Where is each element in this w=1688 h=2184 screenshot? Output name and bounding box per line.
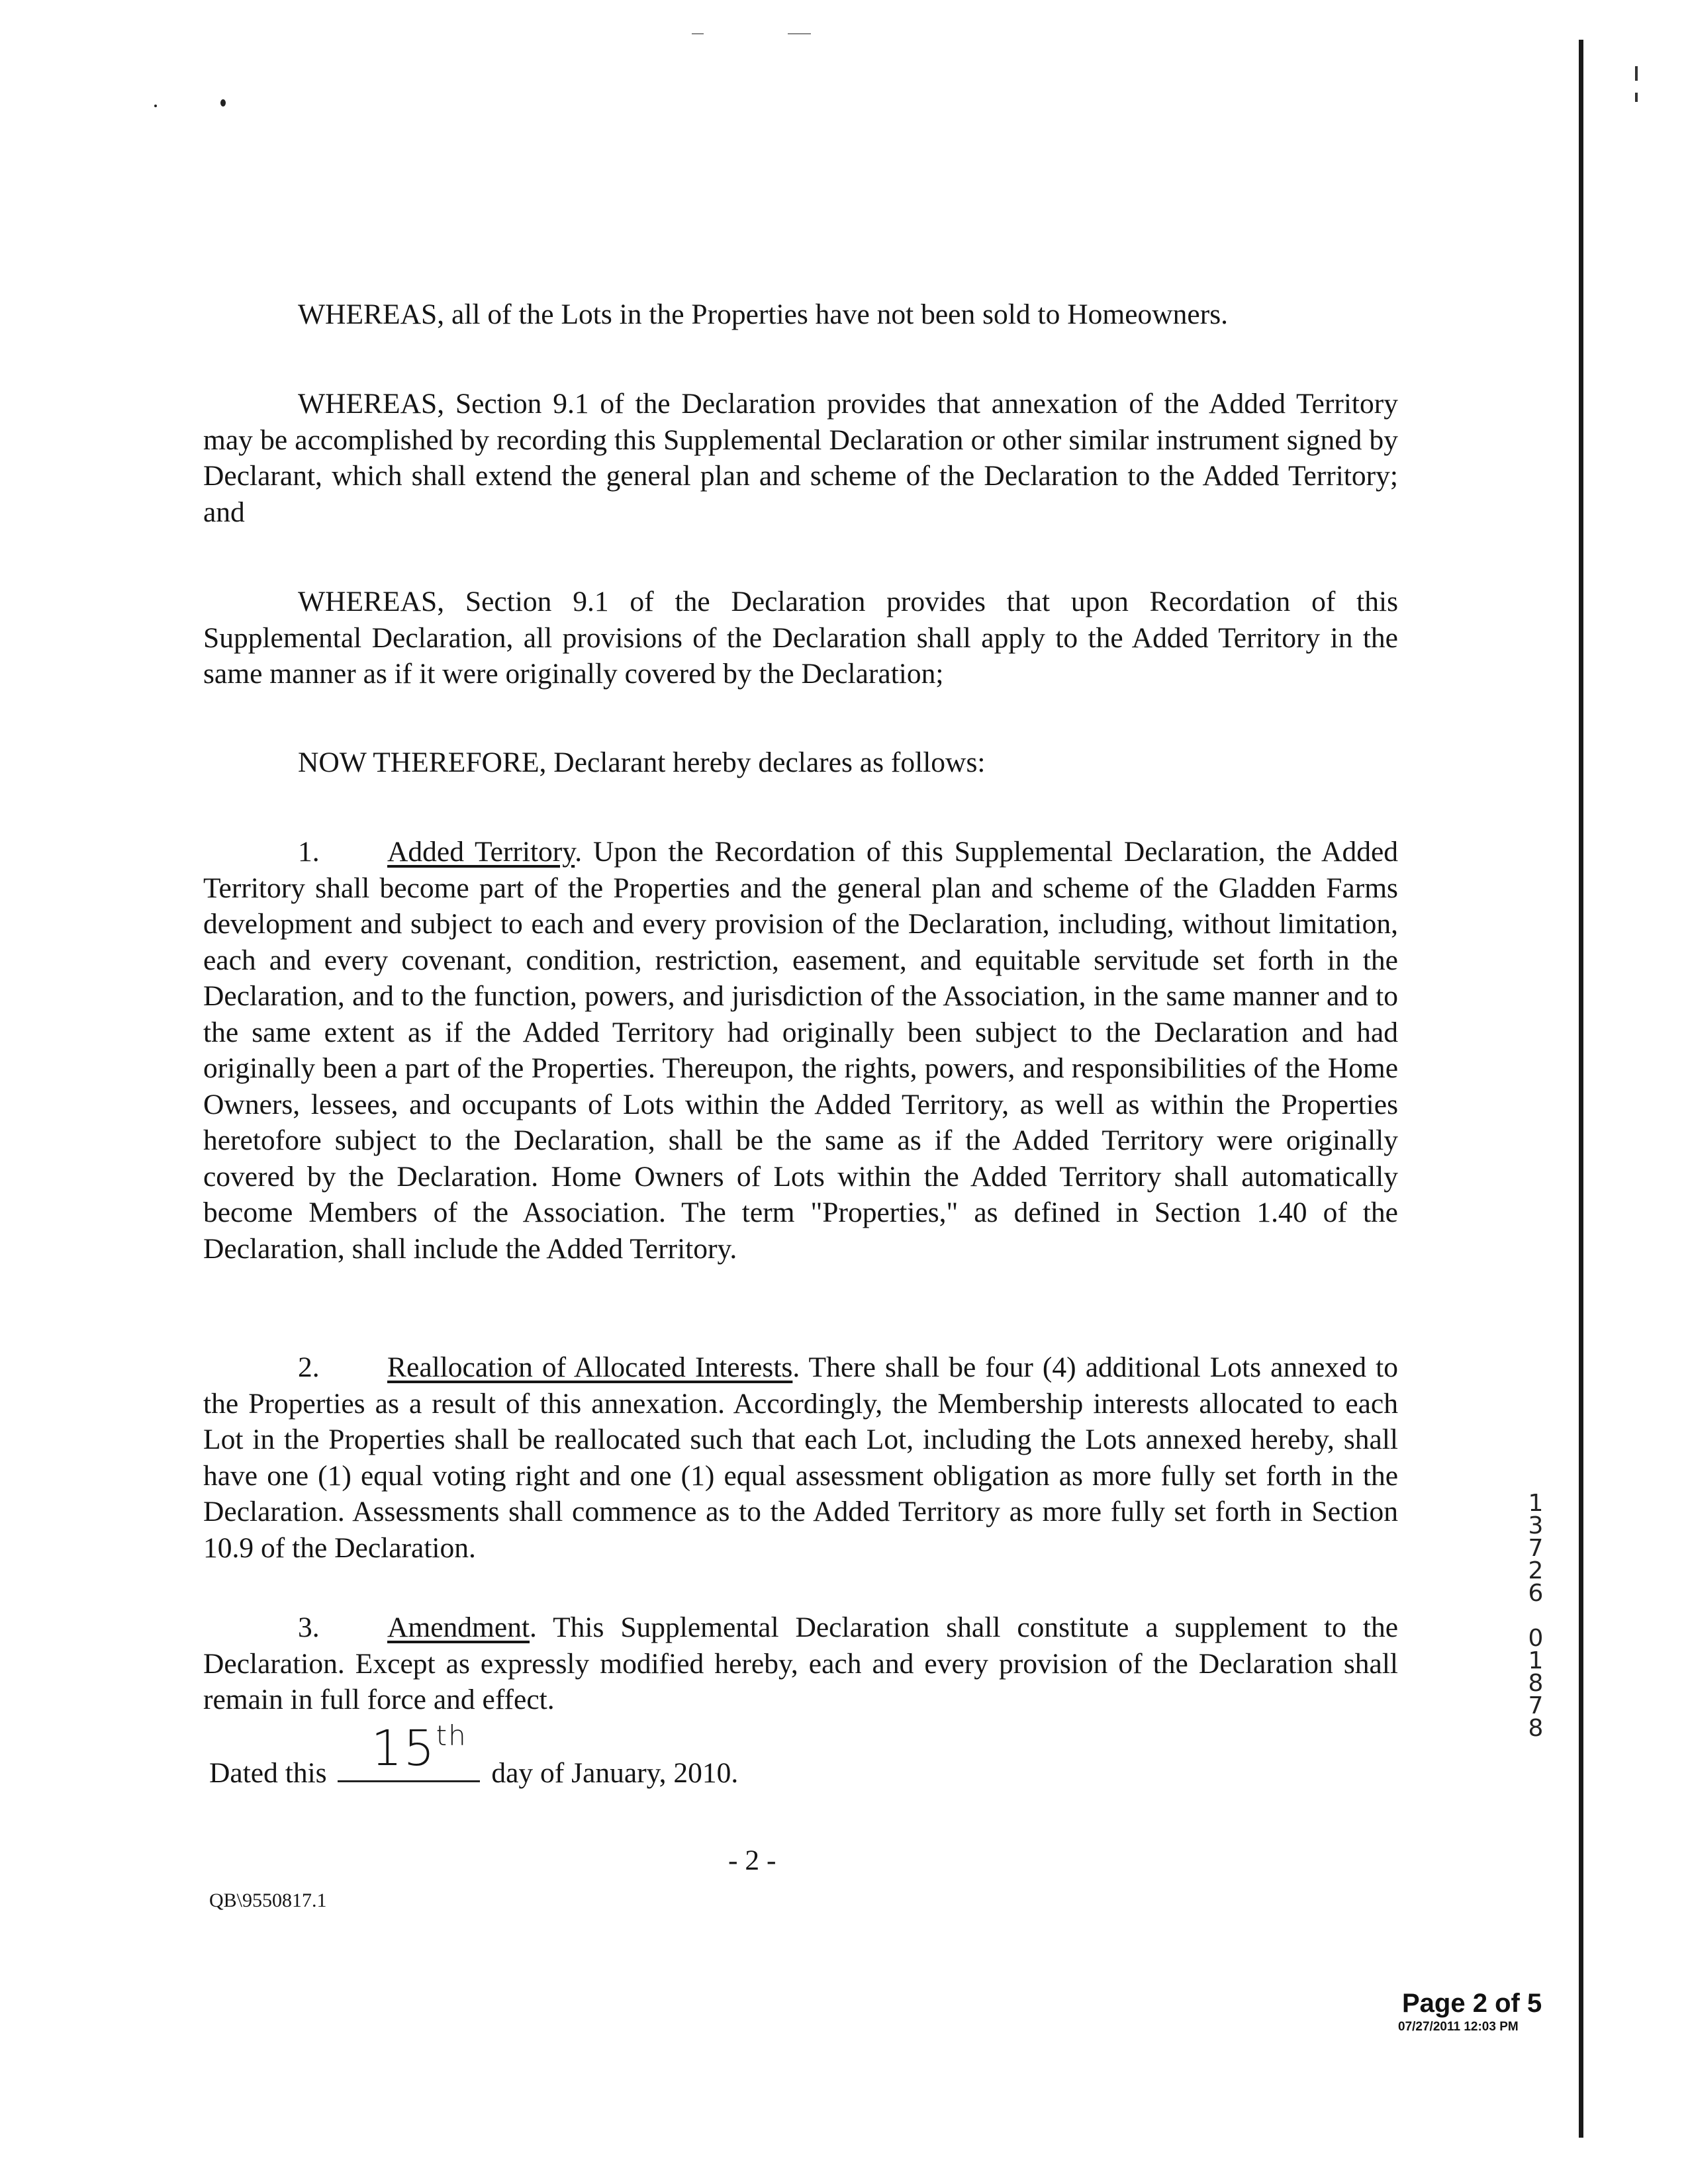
side-record-number: 1 3 7 2 6 0 1 8 7 8 xyxy=(1528,1490,1544,1742)
recital-paragraph-3: WHEREAS, Section 9.1 of the Declaration provides that upon Recordation of this Supplemental Declaration, all provisions of the Declaration shall apply to the Added Territory in the same manner as if it were originally covered by the Declaration; xyxy=(203,586,1398,690)
section-3-text: This Supplemental Declaration shall constitute a supplement to the Declaration. Except as expressly modified hereby, each and every provision of the Declaration shall remain in full force and effect. xyxy=(203,1612,1398,1715)
scan-edge-mark xyxy=(692,33,704,34)
section-1 xyxy=(203,834,1398,1267)
dated-line xyxy=(209,1719,739,1790)
recorder-timestamp: 07/27/2011 12:03 PM xyxy=(1398,2020,1519,2034)
scan-edge-mark xyxy=(1635,93,1638,102)
scan-edge-mark xyxy=(788,33,811,34)
scan-border-line xyxy=(1579,40,1583,2138)
section-1-heading: Added Territory xyxy=(387,836,575,868)
section-3-heading: Amendment xyxy=(387,1612,530,1643)
recital-paragraph-1: WHEREAS, all of the Lots in the Properties have not been sold to Homeowners. xyxy=(298,298,1229,330)
document-id: QB\9550817.1 xyxy=(209,1889,327,1911)
section-1-text: Upon the Recordation of this Supplemental Declaration, the Added Territory shall become part of the Properties and the general plan and scheme of the Gladden Farms development and subject to each and every provision of the Declaration, including, without limitation, each and every covenant, condition, restriction, easement, and equitable servitude set forth in the Declaration, and to the function, powers, and jurisdiction of the Association, in the same manner and to the same extent as if the Added Territory had originally been subject to the Declaration and had originally been a part of the Properties. Thereupon, the rights, powers, and responsibilities of the Home Owners, lessees, and occupants of Lots within the Added Territory, as well as within the Properties heretofore subject to the Declaration, shall be the same as if the Added Territory were originally covered by the Declaration. Home Owners of Lots within the Added Territory shall automatically become Members of the Association. The term "Properties," as defined in Section 1.40 of the Declaration, shall include the Added Territory. xyxy=(203,836,1399,1265)
section-3-number: 3. xyxy=(298,1612,320,1643)
section-2-heading-punct: . xyxy=(792,1351,800,1383)
section-3 xyxy=(203,1610,1398,1718)
recital-paragraph-2: WHEREAS, Section 9.1 of the Declaration provides that annexation of the Added Territory may be accomplished by recording this Supplemental Declaration or other similar instrument signed by Declarant, which shall extend the general plan and scheme of the Declaration to the Added Territory; and xyxy=(203,388,1398,528)
scan-edge-mark xyxy=(1635,66,1638,81)
section-3-heading-punct: . xyxy=(530,1612,537,1643)
scan-speck xyxy=(220,99,226,107)
section-2 xyxy=(203,1349,1398,1566)
page-number: - 2 - xyxy=(728,1844,776,1876)
now-therefore-paragraph: NOW THEREFORE, Declarant hereby declares as follows: xyxy=(298,747,986,778)
handwritten-day: 15th xyxy=(371,1719,467,1777)
scan-speck xyxy=(154,105,157,107)
dated-day-blank xyxy=(338,1719,480,1782)
section-1-heading-punct: . xyxy=(575,836,583,868)
dated-suffix: day of January, 2010. xyxy=(491,1757,739,1789)
recorder-page-stamp: Page 2 of 5 xyxy=(1402,1989,1542,2018)
section-2-heading: Reallocation of Allocated Interests xyxy=(387,1351,793,1383)
section-2-text: There shall be four (4) additional Lots annexed to the Properties as a result of this annexation. Accordingly, the Membership interests allocated to each Lot in the Properties shall be reallocated such that each Lot, including the Lots annexed hereby, shall have one (1) equal voting right and one (1) equal assessment obligation as more fully set forth in the Declaration. Assessments shall commence as to the Added Territory as more fully set forth in Section 10.9 of the Declaration. xyxy=(203,1351,1398,1564)
section-2-number: 2. xyxy=(298,1351,320,1383)
dated-prefix: Dated this xyxy=(209,1757,327,1789)
section-1-number: 1. xyxy=(298,836,320,868)
